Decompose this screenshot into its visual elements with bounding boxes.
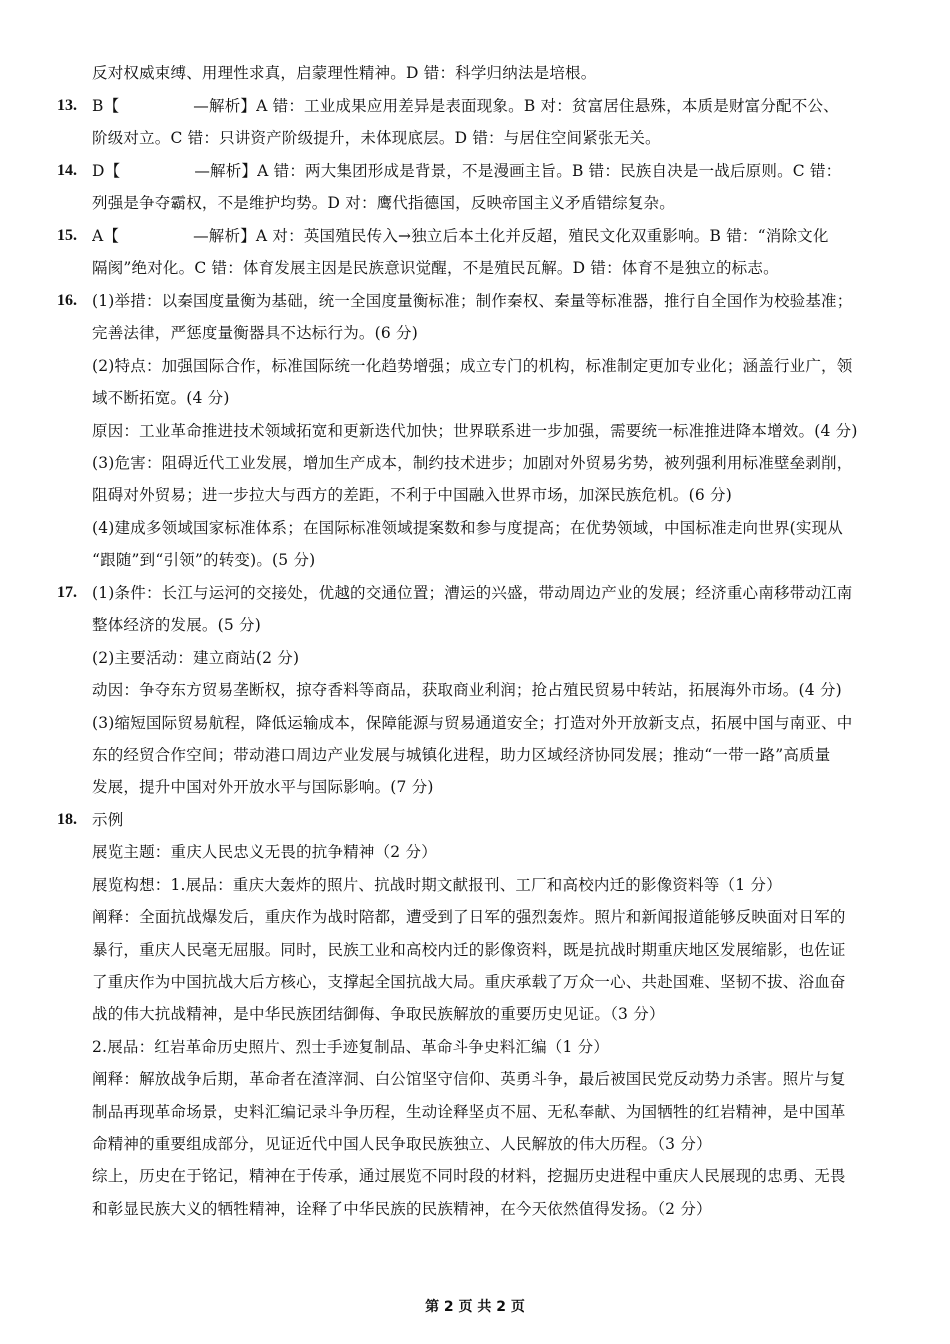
answer-choice: D【 — [92, 162, 121, 180]
answer-14-line — [92, 160, 892, 184]
answer-15-line — [92, 225, 892, 249]
text-line: (4)建成多领域国家标准体系；在国际标准领域提案数和参与度提高；在优势领域，中国标准走向世界(实现从 — [92, 519, 844, 537]
question-number-16: 16. — [57, 292, 77, 309]
answer-choice: B【 — [92, 97, 120, 115]
text-line: 隔阂”绝对化。C 错：体育发展主因是民族意识觉醒，不是殖民瓦解。D 错：体育不是独立的标志。 — [92, 259, 779, 277]
text-line: 示例 — [92, 811, 124, 829]
question-number-15: 15. — [57, 227, 77, 244]
text-line: (3)危害：阻碍近代工业发展，增加生产成本，制约技术进步；加剧对外贸易劣势，被列强利用标准壁垒剥削， — [92, 454, 853, 472]
text-line: 展览构想：1.展品：重庆大轰炸的照片、抗战时期文献报刊、工厂和高校内迁的影像资料等（1 分） — [92, 876, 782, 894]
text-line: 发展，提升中国对外开放水平与国际影响。(7 分) — [92, 778, 434, 796]
answer-explanation: —解析】A 错：工业成果应用差异是表面现象。B 对：贫富居住悬殊，本质是财富分配不公、 — [193, 97, 839, 115]
text-line: “跟随”到“引领”的转变)。(5 分) — [92, 551, 316, 569]
answer-explanation: —解析】A 对：英国殖民传入→独立后本土化并反超，殖民文化双重影响。B 错：“消除文化 — [193, 227, 829, 245]
text-line: 阻碍对外贸易；进一步拉大与西方的差距，不利于中国融入世界市场，加深民族危机。(6 分) — [92, 486, 732, 504]
text-line: (1)举措：以秦国度量衡为基础，统一全国度量衡标准；制作秦权、秦量等标准器，推行自全国作为校验基准； — [92, 292, 853, 310]
text-line: 2.展品：红岩革命历史照片、烈士手迹复制品、革命斗争史料汇编（1 分） — [92, 1038, 610, 1056]
text-line: 阶级对立。C 错：只讲资产阶级提升，未体现底层。D 错：与居住空间紧张无关。 — [92, 129, 661, 147]
question-number-14: 14. — [57, 162, 77, 179]
text-line: 制品再现革命场景，史料汇编记录斗争历程，生动诠释坚贞不屈、无私奉献、为国牺牲的红岩精神，是中国革 — [92, 1103, 846, 1121]
text-line: (1)条件：长江与运河的交接处，优越的交通位置；漕运的兴盛，带动周边产业的发展；经济重心南移带动江南 — [92, 584, 853, 602]
text-line: 暴行，重庆人民毫无屈服。同时，民族工业和高校内迁的影像资料，既是抗战时期重庆地区发展缩影，也佐证 — [92, 941, 846, 959]
text-line: 综上，历史在于铭记，精神在于传承，通过展览不同时段的材料，挖掘历史进程中重庆人民展现的忠勇、无畏 — [92, 1167, 846, 1185]
text-line: 了重庆作为中国抗战大后方核心，支撑起全国抗战大局。重庆承载了万众一心、共赴国难、坚韧不拔、浴血奋 — [92, 973, 846, 991]
text-line: 列强是争夺霸权，不是维护均势。D 对：鹰代指德国，反映帝国主义矛盾错综复杂。 — [92, 194, 675, 212]
text-line: 东的经贸合作空间；带动港口周边产业发展与城镇化进程，助力区域经济协同发展；推动“一带一路”高质量 — [92, 746, 831, 764]
text-line: 完善法律，严惩度量衡器具不达标行为。(6 分) — [92, 324, 418, 342]
text-line: 战的伟大抗战精神，是中华民族团结御侮、争取民族解放的重要历史见证。（3 分） — [92, 1005, 665, 1023]
text-line: 整体经济的发展。(5 分) — [92, 616, 261, 634]
text-line: (3)缩短国际贸易航程，降低运输成本，保障能源与贸易通道安全；打造对外开放新支点，拓展中国与南亚、中 — [92, 714, 853, 732]
text-line: 和彰显民族大义的牺牲精神，诠释了中华民族的民族精神，在今天依然值得发扬。（2 分） — [92, 1200, 712, 1218]
text-line: 原因：工业革命推进技术领域拓宽和更新迭代加快；世界联系进一步加强，需要统一标准推进降本增效。(4 分) — [92, 422, 858, 440]
question-number-13: 13. — [57, 97, 77, 114]
text-line: 反对权威束缚、用理性求真，启蒙理性精神。D 错：科学归纳法是培根。 — [92, 64, 597, 82]
question-number-17: 17. — [57, 584, 77, 601]
answer-13-line — [92, 95, 892, 119]
text-line: 动因：争夺东方贸易垄断权，掠夺香料等商品，获取商业利润；抢占殖民贸易中转站，拓展海外市场。(4 分) — [92, 681, 842, 699]
question-number-18: 18. — [57, 811, 77, 828]
answer-choice: A【 — [92, 227, 120, 245]
text-line: (2)主要活动：建立商站(2 分) — [92, 649, 300, 667]
text-line: 域不断拓宽。(4 分) — [92, 389, 230, 407]
text-line: 阐释：解放战争后期，革命者在渣滓洞、白公馆坚守信仰、英勇斗争，最后被国民党反动势力杀害。照片与复 — [92, 1070, 846, 1088]
text-line: (2)特点：加强国际合作，标准国际统一化趋势增强；成立专门的机构，标准制定更加专业化；涵盖行业广，领 — [92, 357, 853, 375]
page-footer: 第 2 页 共 2 页 — [425, 1299, 525, 1315]
text-line: 阐释：全面抗战爆发后，重庆作为战时陪都，遭受到了日军的强烈轰炸。照片和新闻报道能够反映面对日军的 — [92, 908, 846, 926]
text-line: 展览主题：重庆人民忠义无畏的抗争精神（2 分） — [92, 843, 437, 861]
answer-explanation: —解析】A 错：两大集团形成是背景，不是漫画主旨。B 错：民族自决是一战后原则。C 错： — [194, 162, 842, 180]
text-line: 命精神的重要组成部分，见证近代中国人民争取民族独立、人民解放的伟大历程。（3 分） — [92, 1135, 712, 1153]
